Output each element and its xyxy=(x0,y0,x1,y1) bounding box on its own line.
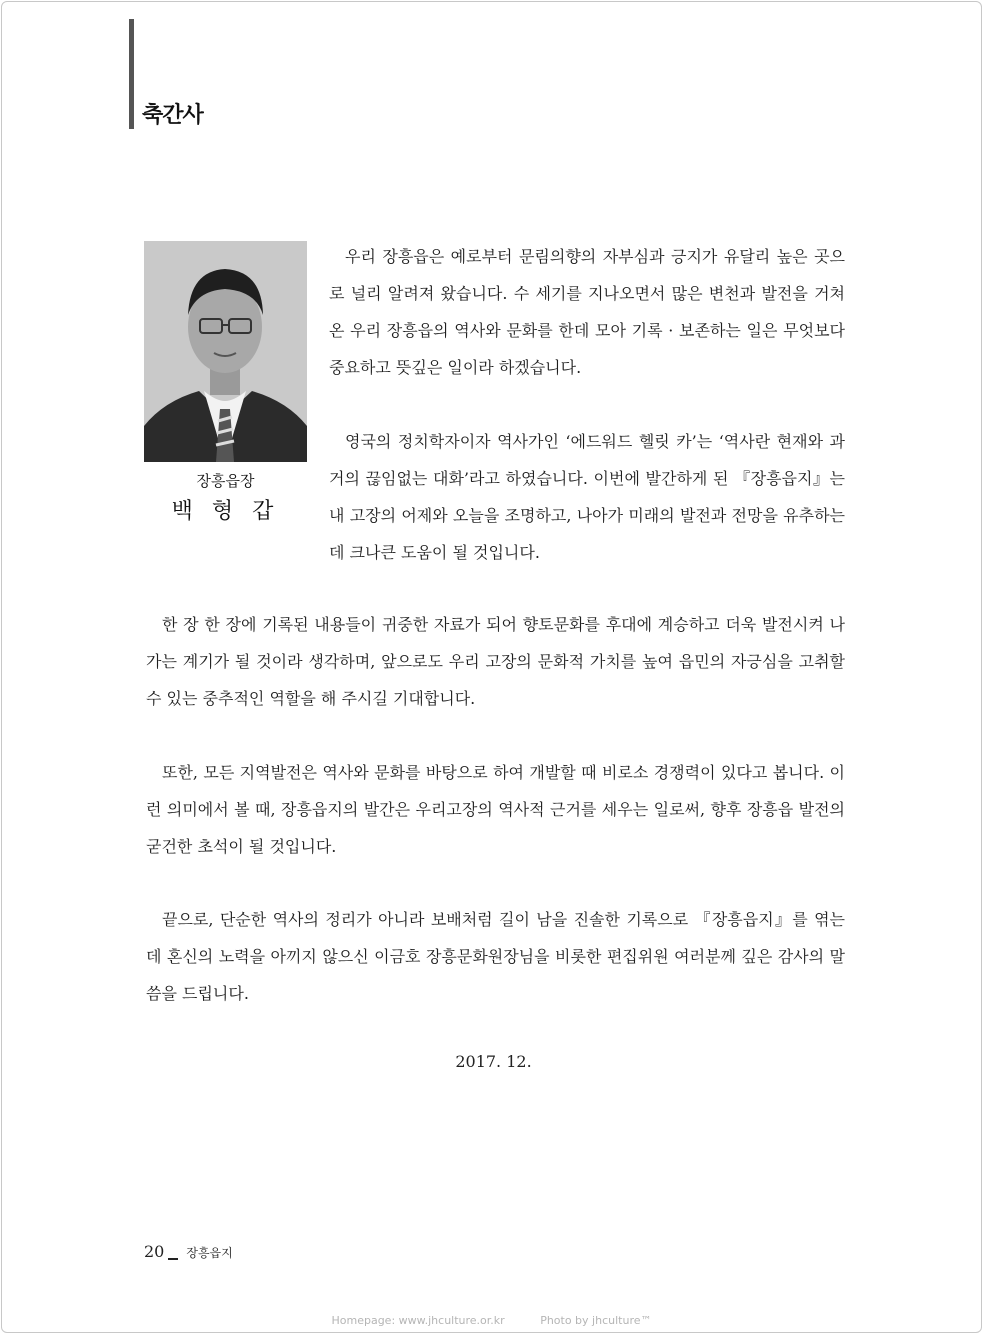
watermark-homepage: Homepage: www.jhculture.or.kr xyxy=(331,1314,505,1327)
page-number: 20 xyxy=(144,1242,165,1261)
paragraph-5: 끝으로, 단순한 역사의 정리가 아니라 보배처럼 길이 남을 진솔한 기록으로 『장흥읍지』를 엮는 데 혼신의 노력을 아끼지 않으신 이금호 장흥문화원장님을 비롯한 편집위원 여러분께 깊은 감사의 말씀을 드립니다. xyxy=(146,910,845,1003)
watermark-photo-credit: Photo by jhculture™ xyxy=(540,1314,652,1327)
paragraph-2: 영국의 정치학자이자 역사가인 ‘에드워드 헬릿 카’는 ‘역사란 현재와 과거의 끊임없는 대화’라고 하였습니다. 이번에 발간하게 된 『장흥읍지』는 내 고장의 어제와 오늘을 조명하고, 나아가 미래의 발전과 전망을 유추하는 데 크나큰 도움이 될 것입니다. xyxy=(329,432,845,562)
author-role: 장흥읍장 xyxy=(196,472,255,490)
paragraph-3: 한 장 한 장에 기록된 내용들이 귀중한 자료가 되어 향토문화를 후대에 계승하고 더욱 발전시켜 나가는 계기가 될 것이라 생각하며, 앞으로도 우리 고장의 문화적 가치를 높여 읍민의 자긍심을 고취할 수 있는 중추적인 역할을 해 주시길 기대합니다. xyxy=(146,615,845,708)
date-line: 2017. 12. xyxy=(455,1052,532,1071)
book-title: 장흥읍지 xyxy=(186,1246,233,1260)
document-page xyxy=(1,1,982,1333)
watermark xyxy=(0,1314,983,1327)
paragraph-4: 또한, 모든 지역발전은 역사와 문화를 바탕으로 하여 개발할 때 비로소 경쟁력이 있다고 봅니다. 이런 의미에서 볼 때, 장흥읍지의 발간은 우리고장의 역사적 근거를 세우는 일로써, 향후 장흥읍 발전의 굳건한 초석이 될 것입니다. xyxy=(146,763,845,856)
author-name: 백 형 갑 xyxy=(171,499,280,524)
page-footer xyxy=(144,1242,233,1261)
footer-rule xyxy=(168,1258,178,1260)
paragraph-1: 우리 장흥읍은 예로부터 문림의향의 자부심과 긍지가 유달리 높은 곳으로 널리 알려져 왔습니다. 수 세기를 지나오면서 많은 변천과 발전을 거쳐온 우리 장흥읍의 역사와 문화를 한데 모아 기록 · 보존하는 일은 무엇보다 중요하고 뜻깊은 일이라 하겠습니다. xyxy=(329,247,845,377)
author-photo xyxy=(144,241,307,462)
page-title: 축간사 xyxy=(142,103,203,128)
title-accent-bar xyxy=(129,19,134,129)
